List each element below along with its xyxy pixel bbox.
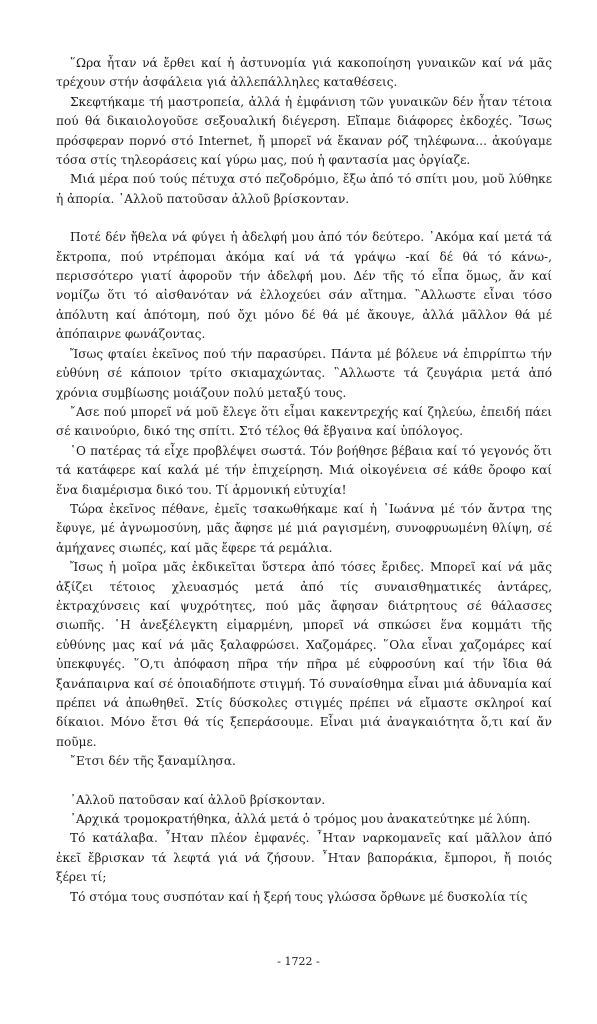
paragraph: ᾿Αλλοῦ πατοῦσαν καί ἀλλοῦ βρίσκονταν. bbox=[70, 792, 326, 807]
page-number: - 1722 - bbox=[277, 955, 320, 968]
paragraph: Τώρα ἐκεῖνος πέθανε, ἐμεῖς τσακωθήκαμε καί ἡ ᾿Ιωάννα μέ τόν ἄντρα της ἔφυγε, μέ ἀγνωμοσύνη, μᾶς ἄφησε μέ μιά ραγισμένη, συνοφρυωμένη θλίψη, σέ ἀμήχανες σιωπές, καί μᾶς ἔφερε τά ρεμάλια. bbox=[56, 501, 552, 555]
paragraph: Τό κατάλαβα. ῏Ηταν πλέον ἐμφανές. ῏Ηταν ναρκομανεῖς καί μᾶλλον ἀπό ἐκεῖ ἔβρισκαν τά λεφτά γιά νά ζήσουν. ῏Ηταν βαποράκια, ἔμποροι, ἤ ποιός ξέρει τί; bbox=[56, 831, 552, 885]
paragraph: Τό στόμα τους συσπόταν καί ἡ ξερή τους γλώσσα ὄρθωνε μέ δυσκολία τίς bbox=[70, 889, 528, 904]
paragraph: Ἴσως ἡ μοῖρα μᾶς ἐκδικεῖται ὕστερα ἀπό τόσες ἔριδες. Μπορεῖ καί νά μᾶς ἀξίζει τέτοιος χλευασμός μετά ἀπό τίς συναισθηματικές ἀντάρες, ἐκτραχύνσεις καί ψυχρότητες, πού μᾶς ἄφησαν διάτρητους σέ θάλασσες σιωπῆς. ῾Η ἀνεξέλεγκτη εἱμαρμένη, μπορεῖ νά σπκώσει ἕνα κομμάτι τῆς εὐθύνης μας καί νά μᾶς ξαλαφρώσει. Χαζομάρες. ῞Ολα εἶναι χαζομάρες καί ὑπεκφυγές. ῞Ο,τι ἀπόφαση πῆρα τήν πῆρα μέ εὐφροσύνη καί τήν ἴδια θά ξανάπαιρνα καί σέ ὁποιαδήποτε στιγμή. Τό συναίσθημα εἶναι μιά ἀδυναμία καί πρέπει νά ἀπωθηθεῖ. Στίς δύσκολες στιγμές πρέπει νά εἴμαστε σκληροί καί δίκαιοι. Μόνο ἔτσι θά τίς ξεπεράσουμε. Εἶναι μιά ἀναγκαιότητα ὅ,τι καί ἄν ποῦμε. bbox=[56, 560, 552, 749]
section-gap bbox=[56, 209, 552, 228]
section-gap bbox=[56, 772, 552, 791]
paragraph: Ποτέ δέν ἤθελα νά φύγει ἡ ἀδελφή μου ἀπό τόν δεύτερο. ᾿Ακόμα καί μετά τά ἔκτροπα, πού ντρέπομαι ἀκόμα καί νά τά γράψω -καί δέ θά τό κάνω-, περισσότερο γιατί ἀφοροῦν τήν ἀδελφή μου. Δέν τῆς τό εἶπα ὅμως, ἄν καί νομίζω ὅτι τό αἰσθανόταν νά ἐλλοχεύει σάν αἴτημα. ῍Αλλωστε εἶναι τόσο ἀπόλυτη καί ἀπότομη, πού ὄχι μόνο δέ θά μέ ἄκουγε, ἀλλά μᾶλλον θά μέ ἀπόπαιρνε φωνάζοντας. bbox=[56, 230, 552, 342]
paragraph: ῎Ασε πού μπορεῖ νά μοῦ ἔλεγε ὅτι εἶμαι κακεντρεχής καί ζηλεύω, ἐπειδή πάει σέ καινούριο, δικό της σπίτι. Στό τέλος θά ἔβγαινα καί ὑπόλογος. bbox=[56, 404, 552, 439]
paragraph: Ἴσως φταίει ἐκεῖνος πού τήν παρασύρει. Πάντα μέ βόλευε νά ἐπιρρίπτω τήν εὐθύνη σέ κάποιον τρίτο σκιαμαχώντας. ῍Αλλωστε τά ζευγάρια μετά ἀπό χρόνια συμβίωσης μοιάζουν πολύ μεταξύ τους. bbox=[56, 346, 552, 400]
paragraph: ῾Ο πατέρας τά εἶχε προβλέψει σωστά. Τόν βοήθησε βέβαια καί τό γεγονός ὅτι τά κατάφερε καί καλά μέ τήν ἐπιχείρηση. Μιά οἰκογένεια σέ κάθε ὄροφο καί ἕνα διαμέρισμα δικό του. Τί ἁρμονική εὐτυχία! bbox=[56, 443, 552, 497]
paragraph: ῞Ωρα ἦταν νά ἔρθει καί ἡ ἀστυνομία γιά κακοποίηση γυναικῶν καί νά μᾶς τρέχουν στήν ἀσφάλεια γιά ἀλλεπάλληλες καταθέσεις. bbox=[56, 56, 552, 90]
page-body bbox=[56, 54, 552, 907]
paragraph: Μιά μέρα πού τούς πέτυχα στό πεζοδρόμιο, ἔξω ἀπό τό σπίτι μου, μοῦ λύθηκε ἡ ἀπορία. ᾿Αλλοῦ πατοῦσαν ἀλλοῦ βρίσκονταν. bbox=[56, 172, 552, 206]
paragraph: Σκεφτήκαμε τή μαστροπεία, ἀλλά ἡ ἐμφάνιση τῶν γυναικῶν δέν ἦταν τέτοια πού θά δικαιολογοῦσε σεξουαλική διέγερση. Εἴπαμε διάφορες ἐκδοχές. Ἴσως πρόσφεραν πορνό στό Internet, ἤ μπορεῖ νά ἔκαναν ρόζ τηλέφωνα... ἀκούγαμε τόσα στίς τηλεοράσεις καί γύρω μας, πού ἡ φαντασία μας ὀργίαζε. bbox=[56, 94, 552, 168]
paragraph: ᾿Αρχικά τρομοκρατήθηκα, ἀλλά μετά ὁ τρόμος μου ἀνακατεύτηκε μέ λύπη. bbox=[70, 812, 531, 827]
paragraph: ῎Ετσι δέν τῆς ξαναμίλησα. bbox=[70, 754, 236, 769]
